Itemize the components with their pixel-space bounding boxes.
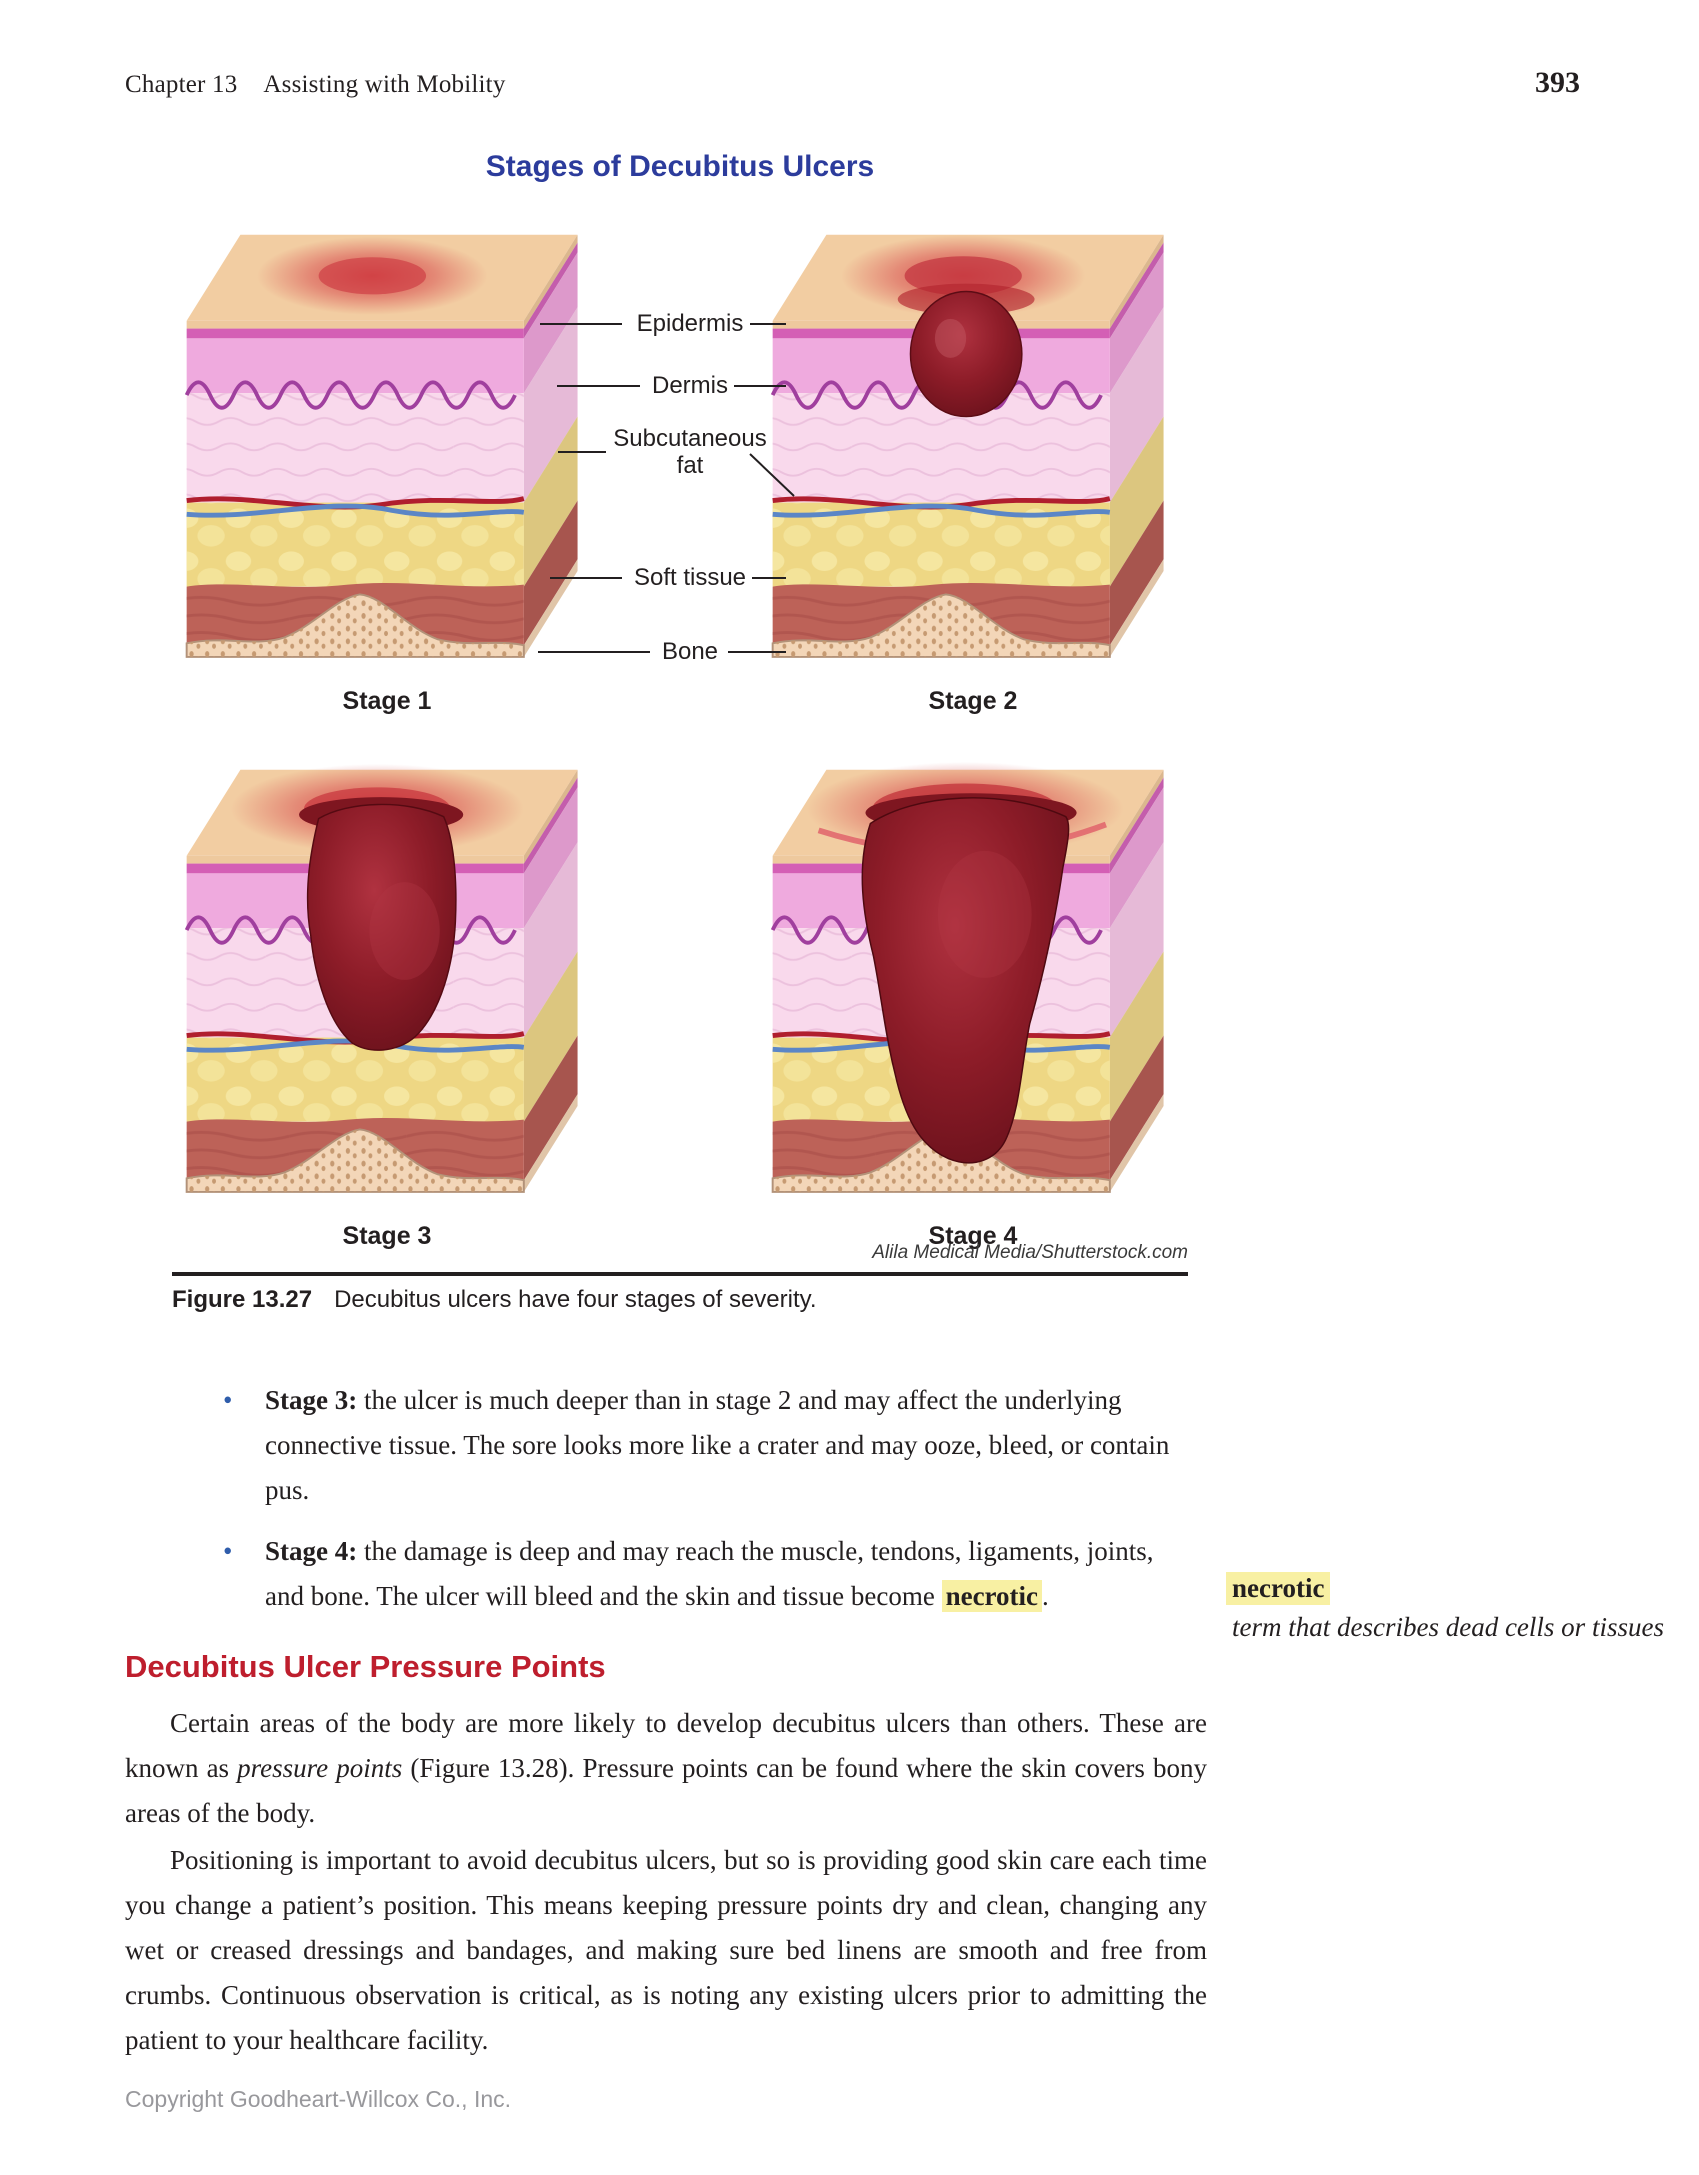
chapter-title: Assisting with Mobility bbox=[263, 71, 506, 98]
stage-2-skin-diagram bbox=[758, 200, 1188, 680]
margin-definition bbox=[1232, 1572, 1682, 1646]
figure-caption-text: Decubitus ulcers have four stages of severity. bbox=[334, 1286, 817, 1313]
stage-2-label: Stage 2 bbox=[928, 687, 1018, 715]
page-number: 393 bbox=[1535, 66, 1580, 99]
body-text-column bbox=[125, 1378, 1207, 2065]
label-bone: Bone bbox=[661, 638, 719, 665]
front-face bbox=[187, 321, 524, 657]
highlighted-term-necrotic: necrotic bbox=[942, 1580, 1042, 1612]
bullet-dot: • bbox=[223, 1536, 233, 1566]
margin-definition-text: term that describes dead cells or tissues bbox=[1232, 1612, 1664, 1642]
figure-title: Stages of Decubitus Ulcers bbox=[485, 150, 875, 183]
copyright-footer: Copyright Goodheart-Willcox Co., Inc. bbox=[125, 2086, 512, 2112]
stage-3-skin-diagram bbox=[172, 735, 602, 1215]
label-epidermis: Epidermis bbox=[636, 310, 744, 337]
bullet-stage-3: • Stage 3: the ulcer is much deeper than in stage 2 and may affect the underlying connective tissue. The sore looks more like a crater and may ooze, bleed, or contain pus. bbox=[223, 1378, 1207, 1513]
chapter-number: Chapter 13 bbox=[125, 71, 238, 98]
stage-3-label: Stage 3 bbox=[342, 1222, 432, 1250]
label-subcutaneous-fat: Subcutaneous fat bbox=[613, 425, 767, 479]
bullet-lead: Stage 3: bbox=[265, 1385, 358, 1415]
running-head bbox=[125, 71, 506, 99]
stage-1-label: Stage 1 bbox=[342, 687, 432, 715]
page-header bbox=[125, 66, 1580, 100]
figure-caption bbox=[172, 1286, 817, 1314]
stage-4-label: Stage 4 bbox=[928, 1222, 1018, 1250]
italic-term-pressure-points: pressure points bbox=[237, 1753, 403, 1783]
diagram-area bbox=[172, 200, 1188, 1322]
paragraph-1: Certain areas of the body are more likely to develop decubitus ulcers than others. These are known as pressure points (Figure 13.28). Pressure points can be found where the skin covers bony areas of the body. bbox=[125, 1708, 1208, 1828]
stage-4-skin-diagram bbox=[758, 735, 1188, 1215]
figure-rule bbox=[172, 1272, 1188, 1276]
image-credit: Alila Medical Media/Shutterstock.com bbox=[872, 1242, 1188, 1263]
section-heading: Decubitus Ulcer Pressure Points bbox=[125, 1649, 606, 1684]
figure-13-27 bbox=[172, 150, 1188, 1322]
bullet-lead: Stage 4: bbox=[265, 1536, 358, 1566]
paragraph-2: Positioning is important to avoid decubitus ulcers, but so is providing good skin care each time you change a patient’s position. This means keeping pressure points dry and clean, changing any wet or creased dressings and bandages, and making sure bed linens are smooth and free from crumbs. Continuous observation is critical, as is noting any existing ulcers prior to admitting the patient to your healthcare facility. bbox=[125, 1845, 1207, 2055]
figure-caption-label: Figure 13.27 bbox=[172, 1286, 313, 1313]
bullet-dot: • bbox=[223, 1385, 233, 1415]
label-dermis: Dermis bbox=[652, 372, 728, 399]
margin-term: necrotic bbox=[1226, 1572, 1330, 1605]
label-soft-tissue: Soft tissue bbox=[633, 564, 747, 591]
bullet-stage-4: • Stage 4: the damage is deep and may reach the muscle, tendons, ligaments, joints, and bone. The ulcer will bleed and the skin and tissue become necrotic . bbox=[223, 1529, 1207, 1619]
stage-1-skin-diagram bbox=[172, 200, 602, 680]
